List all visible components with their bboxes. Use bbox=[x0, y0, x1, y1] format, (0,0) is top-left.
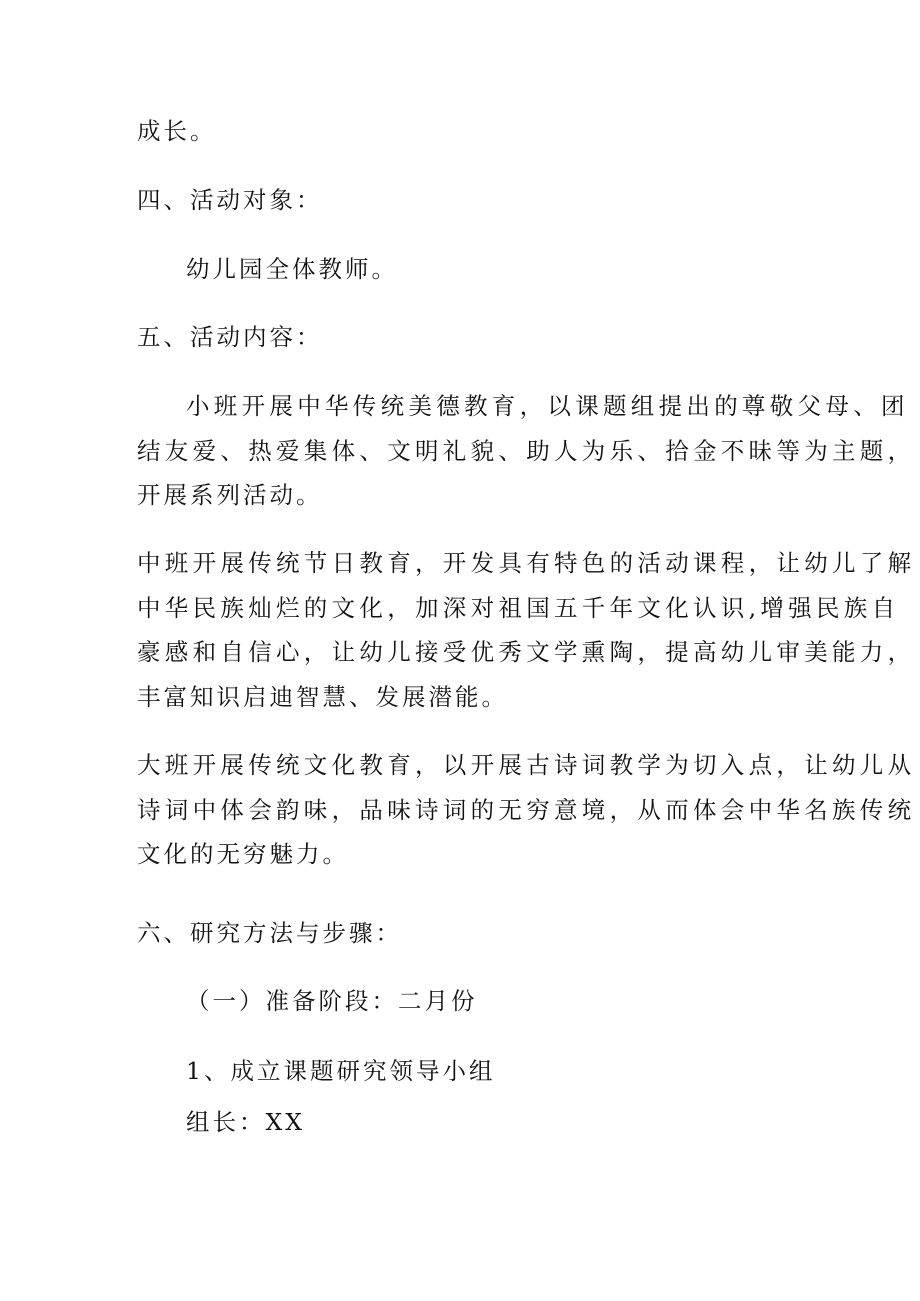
subsection-preparation: （一）准备阶段：二月份 bbox=[186, 987, 478, 1015]
small-class-paragraph-line-1: 小班开展中华传统美德教育，以课题组提出的尊敬父母、团 bbox=[186, 392, 909, 420]
activity-target-text: 幼儿园全体教师。 bbox=[186, 255, 398, 283]
middle-class-paragraph-line-1: 中班开展传统节日教育，开发具有特色的活动课程，让幼儿了解 bbox=[137, 549, 916, 577]
small-class-paragraph-line-3: 开展系列活动。 bbox=[137, 481, 323, 509]
small-class-paragraph-line-2: 结友爱、热爱集体、文明礼貌、助人为乐、拾金不昧等为主题， bbox=[137, 437, 916, 465]
large-class-paragraph-line-3: 文化的无穷魅力。 bbox=[137, 840, 349, 868]
section-heading-4: 四、活动对象： bbox=[137, 186, 323, 214]
middle-class-paragraph-line-4: 丰富知识启迪智慧、发展潜能。 bbox=[137, 683, 508, 711]
middle-class-paragraph-line-2: 中华民族灿烂的文化，加深对祖国五千年文化认识,增强民族自 bbox=[137, 594, 900, 622]
section-heading-5: 五、活动内容： bbox=[137, 323, 323, 351]
section-heading-6: 六、研究方法与步骤： bbox=[137, 919, 402, 947]
middle-class-paragraph-line-3: 豪感和自信心，让幼儿接受优秀文学熏陶，提高幼儿审美能力， bbox=[137, 638, 916, 666]
large-class-paragraph-line-1: 大班开展传统文化教育，以开展古诗词教学为切入点，让幼儿从 bbox=[137, 751, 916, 779]
large-class-paragraph-line-2: 诗词中体会韵味，品味诗词的无穷意境，从而体会中华名族传统 bbox=[137, 796, 916, 824]
step-1-heading: 1、成立课题研究领导小组 bbox=[186, 1057, 496, 1085]
text-line-continuation: 成长。 bbox=[137, 117, 217, 145]
group-leader-line: 组长：XX bbox=[186, 1108, 305, 1136]
